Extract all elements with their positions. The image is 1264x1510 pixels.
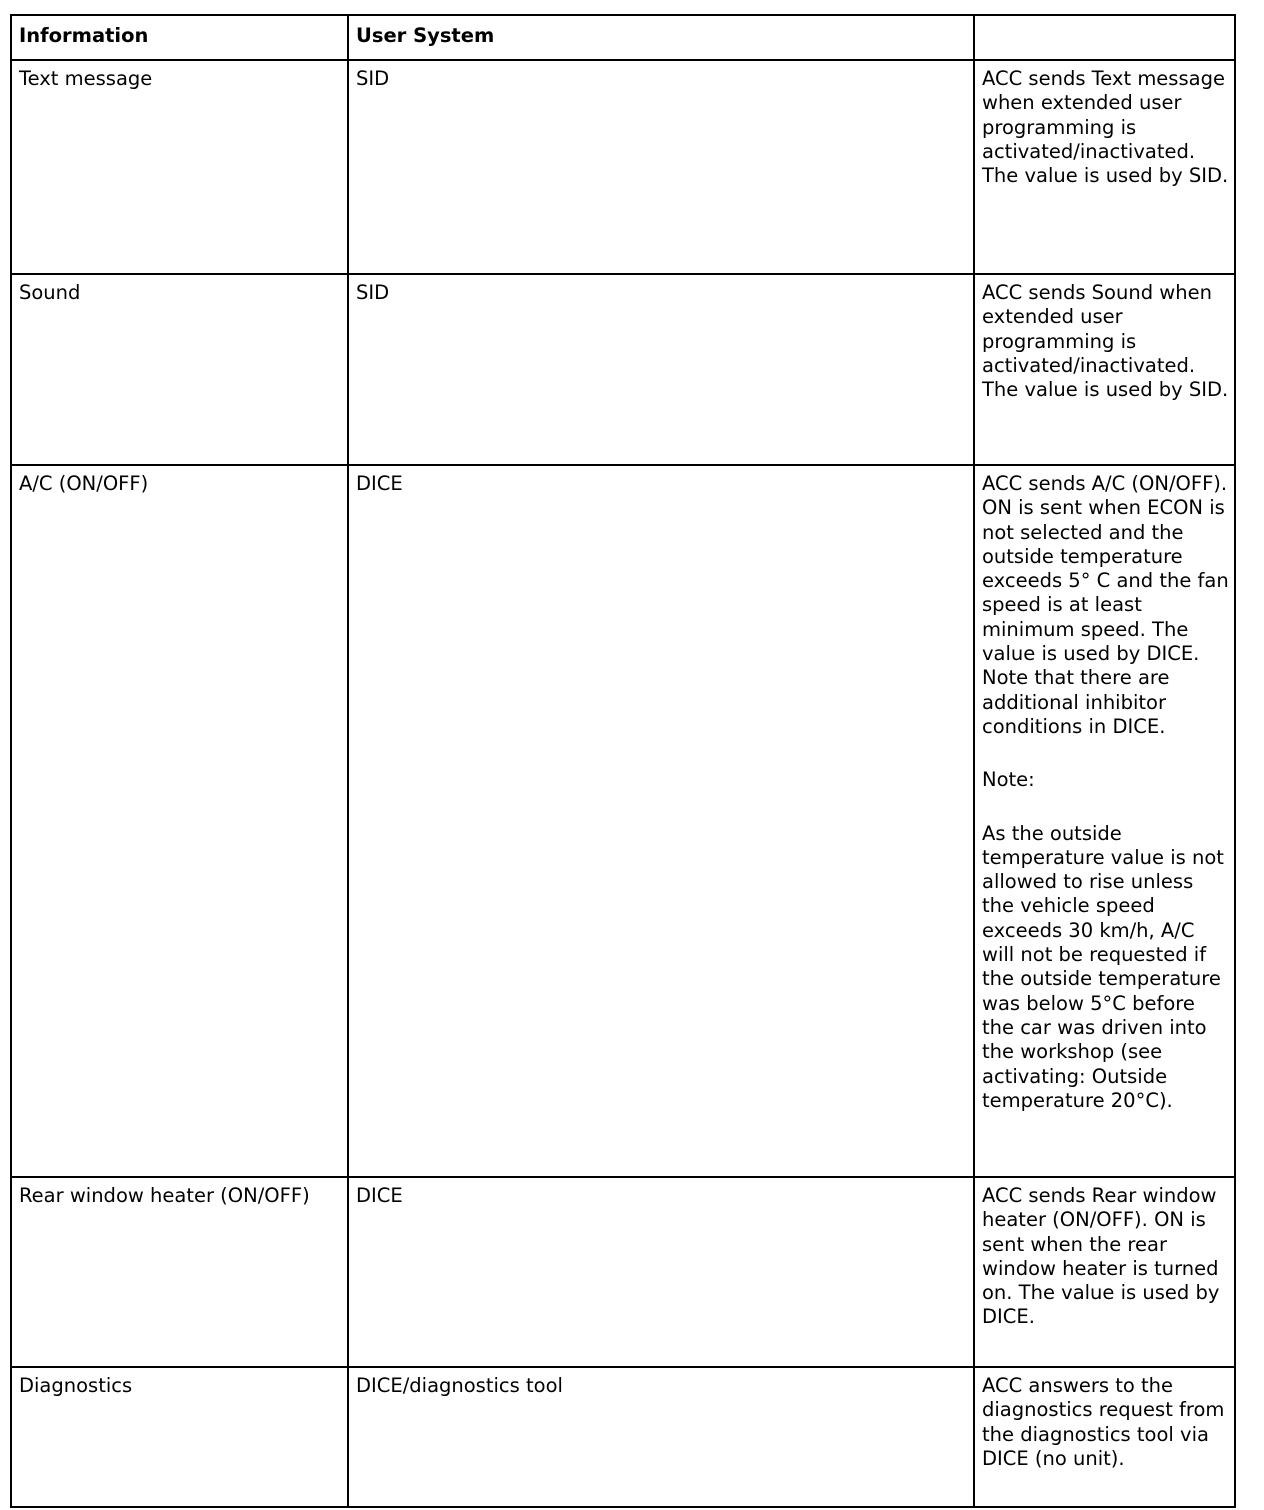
table-row — [11, 1367, 1235, 1507]
cell-user-system: SID — [348, 60, 974, 274]
cell-information: Diagnostics — [11, 1367, 348, 1507]
cell-description — [974, 1367, 1235, 1507]
table-row — [11, 274, 1235, 465]
table-row — [11, 60, 1235, 274]
cell-user-system: DICE/diagnostics tool — [348, 1367, 974, 1507]
description-paragraph: ACC sends Rear window heater (ON/OFF). ON is sent when the rear window heater is turned on. The value is used by DICE. — [982, 1184, 1220, 1329]
cell-user-system: DICE — [348, 465, 974, 1177]
cell-user-system: SID — [348, 274, 974, 465]
cell-description — [974, 274, 1235, 465]
cell-description — [974, 60, 1235, 274]
description-paragraph: ACC sends A/C (ON/OFF). ON is sent when ECON is not selected and the outside temperature exceeds 5° C and the fan speed is at least minimum speed. The value is used by DICE. Note that there are additional inhibitor conditions in DICE. — [982, 472, 1229, 738]
description-paragraph: ACC sends Sound when extended user programming is activated/inactivated. The value is used by SID. — [982, 281, 1229, 402]
table-header-row — [11, 15, 1235, 60]
table-row — [11, 1177, 1235, 1367]
table-row — [11, 465, 1235, 1177]
note-label: Note: — [982, 768, 1035, 792]
cell-information: Text message — [11, 60, 348, 274]
cell-description — [974, 1177, 1235, 1367]
description-paragraph: ACC sends Text message when extended user programming is activated/inactivated. The value is used by SID. — [982, 67, 1229, 188]
cell-user-system: DICE — [348, 1177, 974, 1367]
cell-information: Rear window heater (ON/OFF) — [11, 1177, 348, 1367]
information-table — [10, 14, 1236, 1508]
description-paragraph: ACC answers to the diagnostics request from the diagnostics tool via DICE (no unit). — [982, 1374, 1225, 1470]
header-description — [974, 15, 1235, 60]
header-user-system: User System — [348, 15, 974, 60]
cell-information: Sound — [11, 274, 348, 465]
cell-information: A/C (ON/OFF) — [11, 465, 348, 1177]
cell-description — [974, 465, 1235, 1177]
header-information: Information — [11, 15, 348, 60]
note-paragraph: As the outside temperature value is not allowed to rise unless the vehicle speed exceeds 30 km/h, A/C will not be requested if the outside temperature was below 5°C before the car was driven into the workshop (see activating: Outside temperature 20°C). — [982, 821, 1224, 1112]
